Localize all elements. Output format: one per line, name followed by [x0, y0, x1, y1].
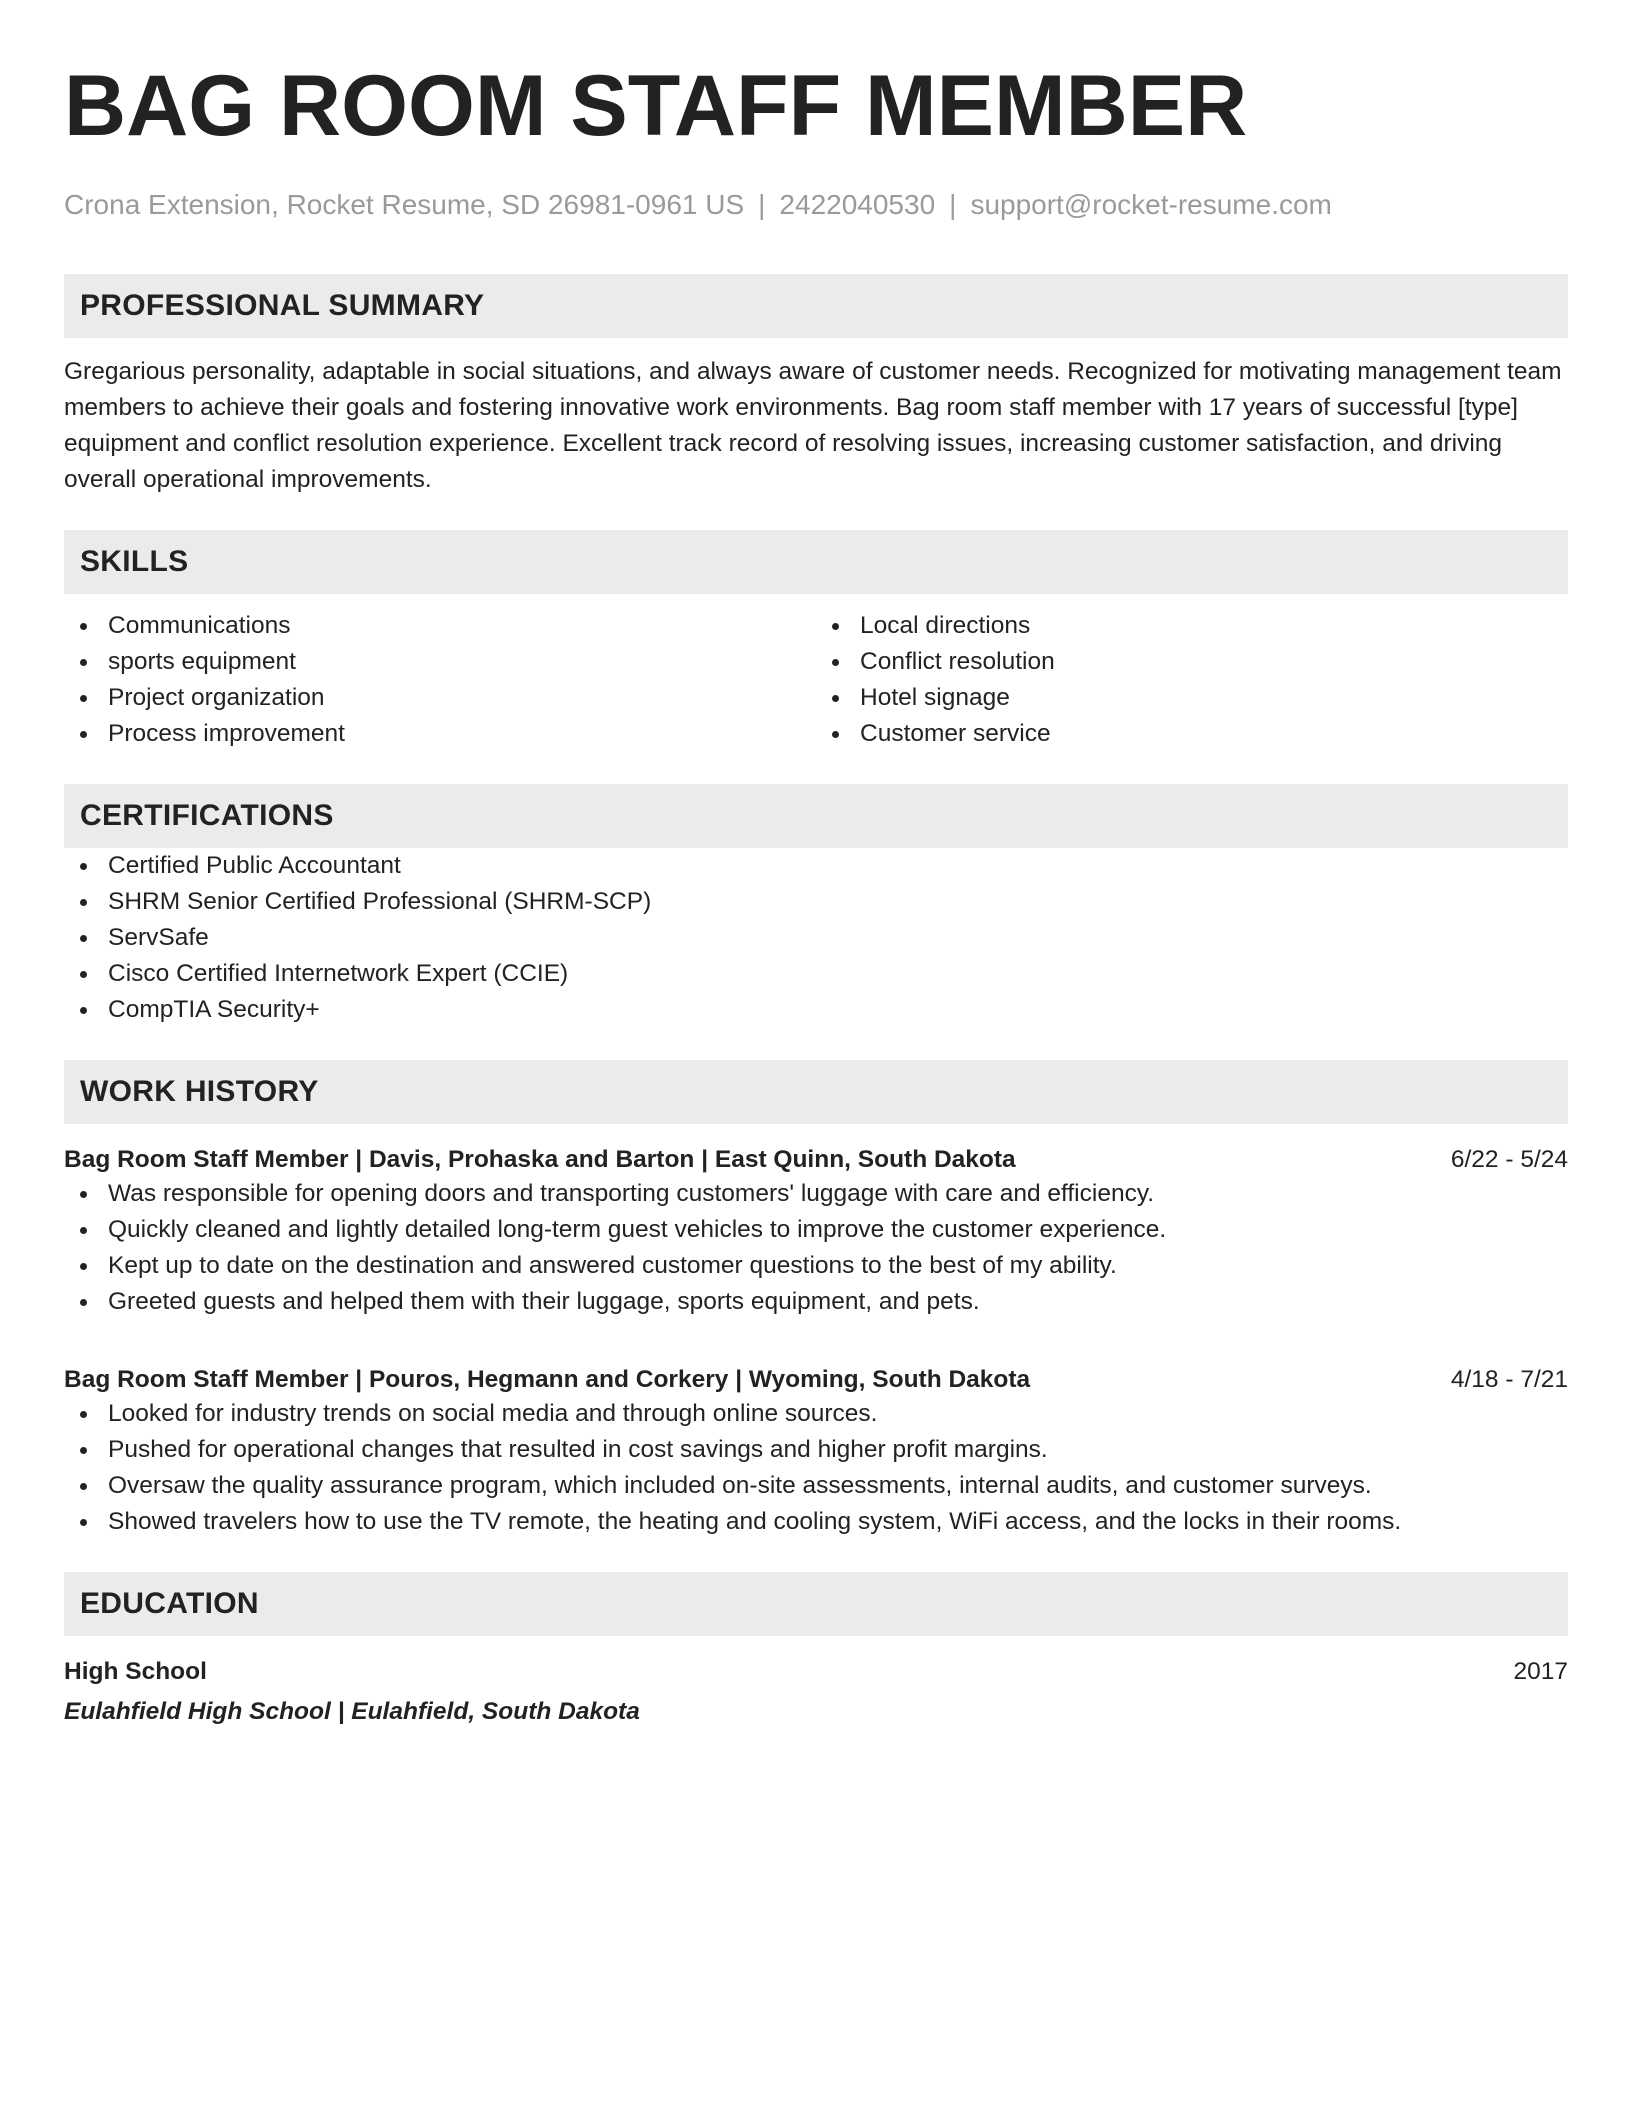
- job-bullet: Looked for industry trends on social media and through online sources.: [64, 1396, 1568, 1432]
- education-school: Eulahfield High School | Eulahfield, South Dakota: [64, 1698, 640, 1725]
- job-bullet: Kept up to date on the destination and answered customer questions to the best of my ability.: [64, 1248, 1568, 1284]
- job-dates: 4/18 - 7/21: [1450, 1366, 1568, 1393]
- job-bullet: Showed travelers how to use the TV remote, the heating and cooling system, WiFi access, and the locks in their rooms.: [64, 1504, 1568, 1540]
- certification-item: Cisco Certified Internetwork Expert (CCIE): [64, 956, 1568, 992]
- skill-item: Project organization: [64, 680, 816, 716]
- job-title-row: [64, 1144, 1568, 1176]
- contact-email: support@rocket-resume.com: [970, 189, 1332, 220]
- section-header-work-history: WORK HISTORY: [64, 1060, 1568, 1124]
- skill-item: Communications: [64, 608, 816, 644]
- job-bullet: Pushed for operational changes that resulted in cost savings and higher profit margins.: [64, 1432, 1568, 1468]
- job-entry: [64, 1144, 1568, 1320]
- certification-item: CompTIA Security+: [64, 992, 1568, 1028]
- job-bullet: Oversaw the quality assurance program, which included on-site assessments, internal audits, and customer surveys.: [64, 1468, 1568, 1504]
- job-title-row: [64, 1364, 1568, 1396]
- certifications-list: [64, 848, 1568, 1028]
- education-degree: High School: [64, 1658, 207, 1685]
- certification-item: SHRM Senior Certified Professional (SHRM-SCP): [64, 884, 1568, 920]
- job-bullets: [64, 1176, 1568, 1320]
- job-bullet: Was responsible for opening doors and transporting customers' luggage with care and efficiency.: [64, 1176, 1568, 1212]
- certification-item: ServSafe: [64, 920, 1568, 956]
- skills-column-right: [816, 608, 1568, 752]
- job-heading: Bag Room Staff Member | Davis, Prohaska and Barton | East Quinn, South Dakota: [64, 1146, 1016, 1173]
- contact-separator: |: [949, 189, 957, 220]
- education-row: [64, 1656, 1568, 1688]
- education-year: 2017: [1513, 1658, 1568, 1685]
- skill-item: Local directions: [816, 608, 1568, 644]
- job-bullet: Greeted guests and helped them with their luggage, sports equipment, and pets.: [64, 1284, 1568, 1320]
- resume-name: BAG ROOM STAFF MEMBER: [64, 58, 1248, 154]
- skills-column-left: [64, 608, 816, 752]
- job-dates: 6/22 - 5/24: [1450, 1146, 1568, 1173]
- contact-line: [64, 188, 1568, 222]
- skill-item: Conflict resolution: [816, 644, 1568, 680]
- contact-address: Crona Extension, Rocket Resume, SD 26981-0961 US: [64, 189, 745, 220]
- section-header-summary: PROFESSIONAL SUMMARY: [64, 274, 1568, 338]
- skill-item: sports equipment: [64, 644, 816, 680]
- section-header-education: EDUCATION: [64, 1572, 1568, 1636]
- contact-separator: |: [758, 189, 766, 220]
- skills-list: [64, 608, 1568, 752]
- education-entry: [64, 1656, 1568, 1728]
- job-bullet: Quickly cleaned and lightly detailed long-term guest vehicles to improve the customer experience.: [64, 1212, 1568, 1248]
- certification-item: Certified Public Accountant: [64, 848, 1568, 884]
- section-header-certifications: CERTIFICATIONS: [64, 784, 1568, 848]
- skill-item: Process improvement: [64, 716, 816, 752]
- skill-item: Customer service: [816, 716, 1568, 752]
- job-entry: [64, 1364, 1568, 1540]
- summary-text: Gregarious personality, adaptable in social situations, and always aware of customer needs. Recognized for motivating management team members to achieve their goals and fostering innovative work environments. Bag room staff member with 17 years of successful [type] equipment and conflict resolution experience. Excellent track record of resolving issues, increasing customer satisfaction, and driving overall operational improvements.: [64, 358, 1562, 493]
- section-header-skills: SKILLS: [64, 530, 1568, 594]
- job-bullets: [64, 1396, 1568, 1540]
- skill-item: Hotel signage: [816, 680, 1568, 716]
- contact-phone: 2422040530: [779, 189, 936, 220]
- job-heading: Bag Room Staff Member | Pouros, Hegmann and Corkery | Wyoming, South Dakota: [64, 1366, 1031, 1393]
